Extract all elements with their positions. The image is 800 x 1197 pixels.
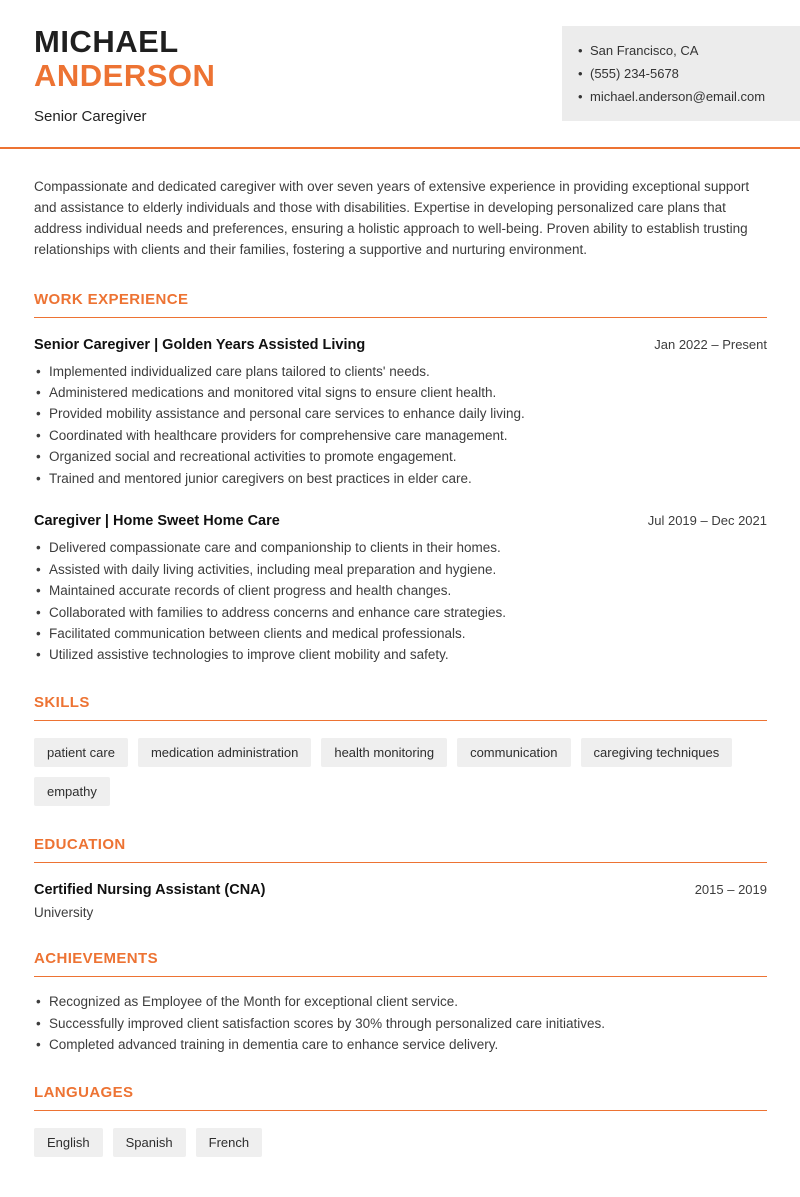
resume-body	[0, 177, 800, 1197]
contact-phone: • (555) 234-5678	[578, 62, 784, 85]
languages-chip-row	[34, 1128, 767, 1157]
section-work-experience	[34, 291, 767, 665]
job-bullet-list	[34, 540, 767, 664]
bullet-item: • Organized social and recreational activities to promote engagement.	[34, 449, 767, 466]
job-entry-head	[34, 337, 767, 353]
section-education	[34, 836, 767, 920]
bullet-item: • Recognized as Employee of the Month for exceptional client service.	[34, 994, 767, 1011]
section-skills	[34, 694, 767, 806]
language-chip: Spanish	[113, 1128, 186, 1157]
skills-chip-row	[34, 738, 767, 806]
job-entry	[34, 337, 767, 488]
skill-chip: communication	[457, 738, 570, 767]
skill-chip: caregiving techniques	[581, 738, 733, 767]
bullet-item: • Successfully improved client satisfaction scores by 30% through personalized care initiatives.	[34, 1016, 767, 1033]
job-entry	[34, 513, 767, 664]
bullet-item: • Delivered compassionate care and companionship to clients in their homes.	[34, 540, 767, 557]
education-school: University	[34, 905, 94, 921]
resume-header	[0, 0, 800, 125]
bullet-item: • Coordinated with healthcare providers for comprehensive care management.	[34, 428, 767, 445]
language-chip: French	[196, 1128, 262, 1157]
job-entry-head	[34, 513, 767, 529]
header-identity	[34, 26, 215, 125]
job-bullet-list	[34, 364, 767, 488]
last-name: ANDERSON	[34, 58, 216, 93]
bullet-item: • Utilized assistive technologies to improve client mobility and safety.	[34, 647, 767, 664]
skills-heading: SKILLS	[34, 694, 767, 721]
first-name: MICHAEL	[34, 24, 179, 59]
name	[34, 26, 215, 91]
header-divider	[0, 147, 800, 149]
education-heading: EDUCATION	[34, 836, 767, 863]
education-degree: Certified Nursing Assistant (CNA)	[34, 882, 266, 899]
job-entry-dates: Jan 2022 – Present	[654, 336, 767, 352]
bullet-item: • Facilitated communication between clients and medical professionals.	[34, 626, 767, 643]
skill-chip: health monitoring	[321, 738, 447, 767]
work-experience-heading: WORK EXPERIENCE	[34, 291, 767, 318]
job-entry-dates: Jul 2019 – Dec 2021	[647, 513, 767, 529]
contact-list	[578, 39, 784, 108]
bullet-item: • Implemented individualized care plans tailored to clients' needs.	[34, 364, 767, 381]
bullet-item: • Assisted with daily living activities, including meal preparation and hygiene.	[34, 562, 767, 579]
education-dates: 2015 – 2019	[694, 882, 767, 898]
language-chip: English	[34, 1128, 103, 1157]
achievements-list	[34, 994, 767, 1054]
skill-chip: medication administration	[138, 738, 311, 767]
achievements-heading: ACHIEVEMENTS	[34, 950, 767, 977]
section-languages	[34, 1084, 767, 1157]
bullet-item: • Administered medications and monitored vital signs to ensure client health.	[34, 385, 767, 402]
bullet-item: • Provided mobility assistance and personal care services to enhance daily living.	[34, 406, 767, 423]
bullet-item: • Collaborated with families to address concerns and enhance care strategies.	[34, 605, 767, 622]
job-entry-title: Caregiver | Home Sweet Home Care	[34, 513, 280, 530]
education-entry-head	[34, 882, 767, 898]
job-entry-title: Senior Caregiver | Golden Years Assisted Living	[34, 336, 366, 353]
bullet-item: • Completed advanced training in dementia care to enhance service delivery.	[34, 1037, 767, 1054]
skill-chip: empathy	[34, 777, 110, 806]
languages-heading: LANGUAGES	[34, 1084, 767, 1111]
bullet-item: • Maintained accurate records of client progress and health changes.	[34, 583, 767, 600]
contact-location: • San Francisco, CA	[578, 39, 784, 62]
contact-email: • michael.anderson@email.com	[578, 85, 784, 108]
summary-paragraph: Compassionate and dedicated caregiver with over seven years of extensive experience in providing exceptional support and assistance to elderly individuals and those with disabilities. Expertise in developing personalized care plans that address individual needs and preferences, ensuring a holistic approach to well-being. Proven ability to establish trusting relationships with clients and their families, fostering a supportive and nurturing environment.	[34, 179, 750, 257]
bullet-item: • Trained and mentored junior caregivers on best practices in elder care.	[34, 471, 767, 488]
skill-chip: patient care	[34, 738, 128, 767]
education-entry	[34, 882, 767, 920]
headline-job-title: Senior Caregiver	[34, 108, 147, 125]
contact-box	[562, 26, 800, 121]
section-achievements	[34, 950, 767, 1054]
